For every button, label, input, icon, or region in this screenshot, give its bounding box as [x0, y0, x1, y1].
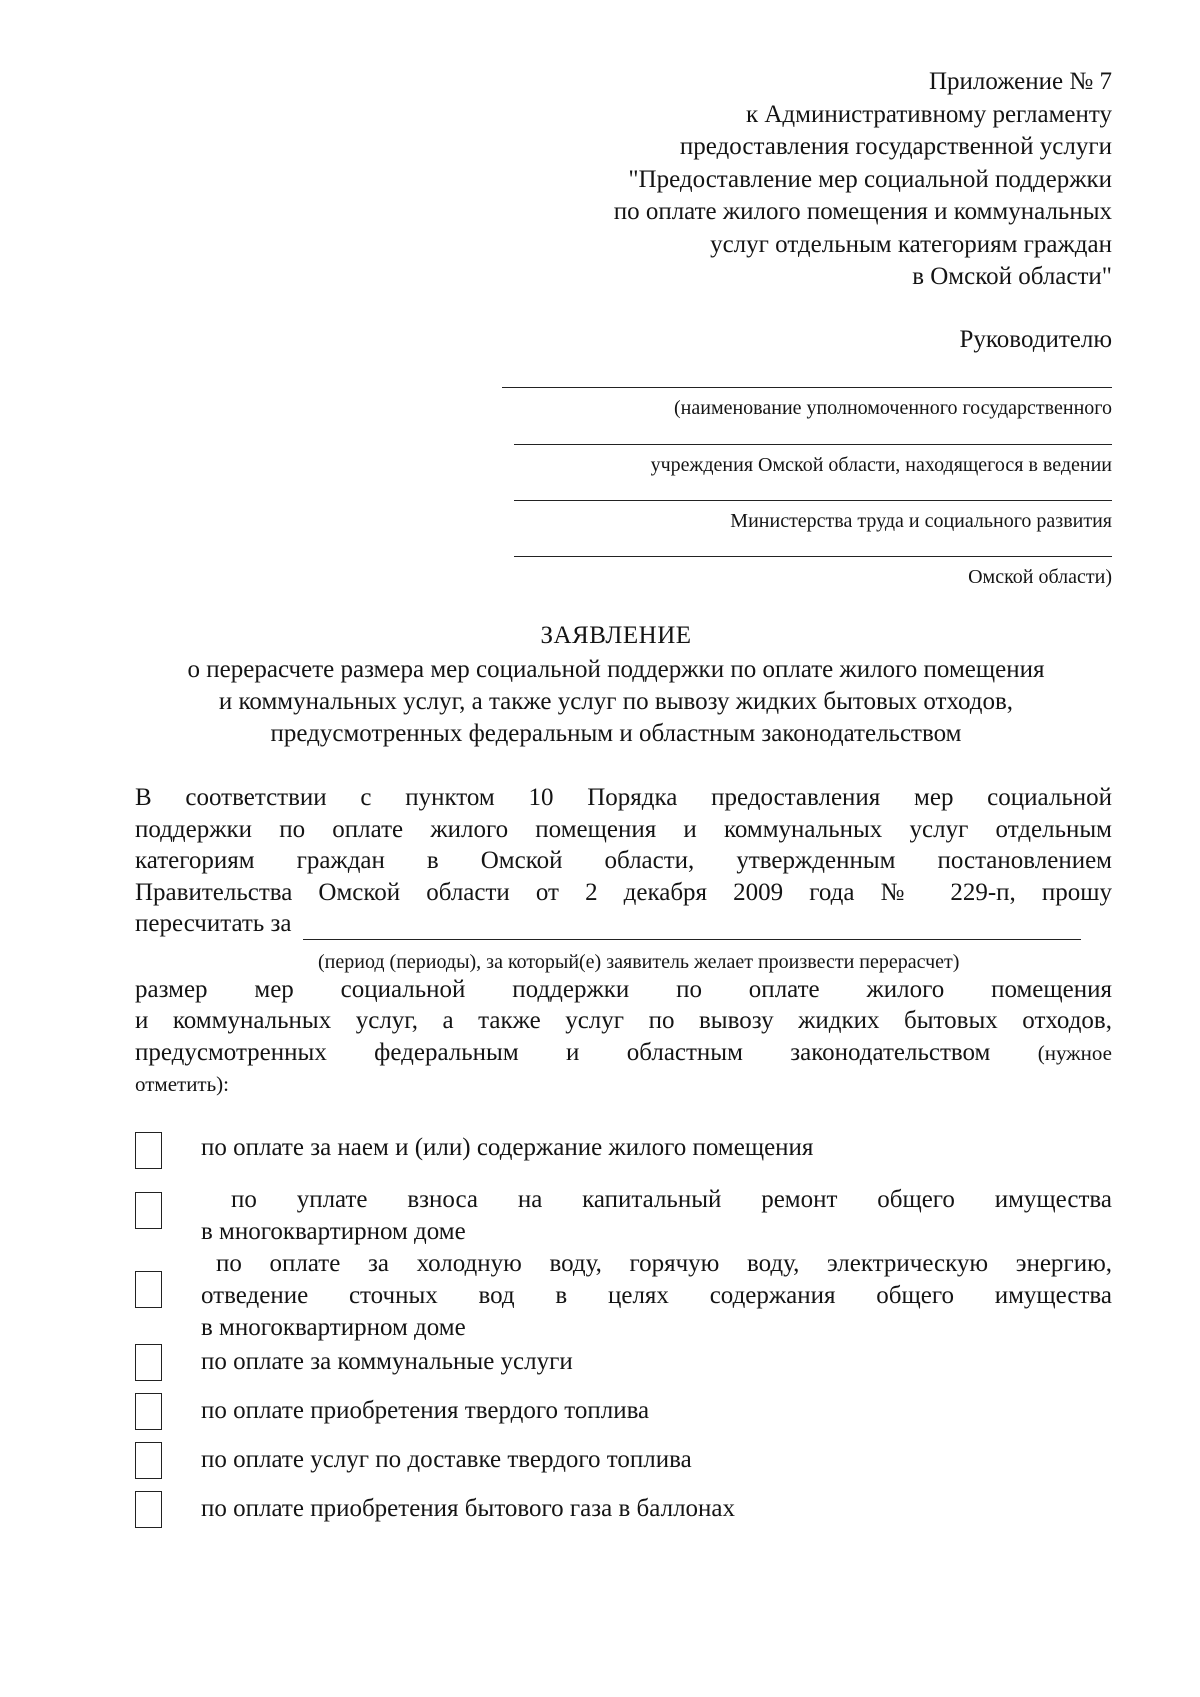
header-line: предоставления государственной услуги — [679, 133, 1112, 160]
statement-body — [135, 782, 1112, 1101]
document-title-block — [120, 620, 1112, 750]
period-field[interactable] — [303, 913, 1081, 940]
header-line: к Административному регламенту — [745, 100, 1112, 128]
body-line: категориям граждан в Омской области, утвержденным постановлением — [135, 847, 1112, 874]
option-label-line: по оплате за наем и (или) содержание жилого помещения — [201, 1134, 814, 1161]
header-line: в Омской области" — [912, 263, 1112, 290]
option-label-line: в многоквартирном доме — [201, 1218, 466, 1245]
option-checkbox[interactable] — [135, 1271, 162, 1308]
option-label-line: по оплате за коммунальные услуги — [201, 1348, 573, 1375]
option-label — [201, 1184, 1112, 1248]
document-subheading-line: предусмотренных федеральным и областным законодательством — [270, 720, 962, 747]
option-label — [201, 1444, 1112, 1476]
option-checkbox[interactable] — [135, 1192, 162, 1229]
option-label-line: по оплате за холодную воду, горячую воду, электрическую энергию, — [216, 1250, 1112, 1277]
recipient-fill-1 — [502, 387, 1112, 420]
header-line: услуг отдельным категориям граждан — [710, 230, 1112, 258]
header-line: по оплате жилого помещения и коммунальных — [613, 198, 1112, 225]
body-line: Правительства Омской области от 2 декабря 2009 года № 229-п, прошу — [135, 878, 1112, 906]
body-line: поддержки по оплате жилого помещения и коммунальных услуг отдельным — [135, 815, 1112, 843]
note-text: (нужное — [1037, 1040, 1112, 1065]
recipient-title: Руководителю — [959, 326, 1112, 353]
option-label-line: по оплате приобретения бытового газа в баллонах — [201, 1495, 736, 1522]
recipient-fill-3 — [514, 500, 1112, 533]
recipient-caption: учреждения Омской области, находящегося в ведении — [650, 454, 1112, 476]
option-checkbox[interactable] — [135, 1393, 162, 1430]
document-heading: ЗАЯВЛЕНИЕ — [540, 622, 692, 649]
option-label-line: в многоквартирном доме — [201, 1314, 466, 1341]
recipient-caption: Омской области) — [968, 566, 1112, 588]
body-line: В соответствии с пунктом 10 Порядка предоставления мер социальной — [135, 784, 1112, 811]
body-line-with-note — [135, 1037, 1112, 1070]
recipient-caption: Министерства труда и социального развития — [730, 510, 1112, 532]
option-label — [201, 1395, 1112, 1427]
recipient-fill-4 — [514, 556, 1112, 589]
option-label — [201, 1132, 1112, 1164]
header-line: Приложение № 7 — [928, 68, 1112, 95]
recalc-period-row — [135, 908, 1112, 940]
recipient-caption: (наименование уполномоченного государственного — [674, 397, 1112, 419]
option-label-line: по оплате приобретения твердого топлива — [201, 1397, 650, 1424]
option-label-line: отведение сточных вод в целях содержания общего имущества — [201, 1282, 1112, 1309]
option-checkbox[interactable] — [135, 1442, 162, 1479]
document-subheading-line: и коммунальных услуг, а также услуг по вывозу жидких бытовых отходов, — [218, 688, 1014, 715]
period-caption: (период (периоды), за который(е) заявитель желает произвести перерасчет) — [318, 950, 960, 973]
option-label — [201, 1346, 1112, 1378]
option-label — [201, 1248, 1112, 1344]
appendix-header — [460, 66, 1112, 294]
document-subheading-line: о перерасчете размера мер социальной поддержки по оплате жилого помещения — [187, 656, 1045, 683]
body-line: размер мер социальной поддержки по оплате жилого помещения — [135, 975, 1112, 1003]
option-label — [201, 1493, 1112, 1525]
recalc-prefix: пересчитать за — [135, 910, 292, 937]
option-checkbox[interactable] — [135, 1132, 162, 1169]
recipient-fill-2 — [514, 444, 1112, 477]
body-line: предусмотренных федеральным и областным законодательством — [135, 1038, 991, 1066]
body-line: отметить): — [135, 1072, 230, 1096]
header-line: "Предоставление мер социальной поддержки — [628, 165, 1112, 193]
option-label-line: по уплате взноса на капитальный ремонт общего имущества — [231, 1186, 1112, 1213]
body-line: и коммунальных услуг, а также услуг по вывозу жидких бытовых отходов, — [135, 1007, 1112, 1034]
option-checkbox[interactable] — [135, 1491, 162, 1528]
option-checkbox[interactable] — [135, 1344, 162, 1381]
option-label-line: по оплате услуг по доставке твердого топлива — [201, 1446, 692, 1473]
